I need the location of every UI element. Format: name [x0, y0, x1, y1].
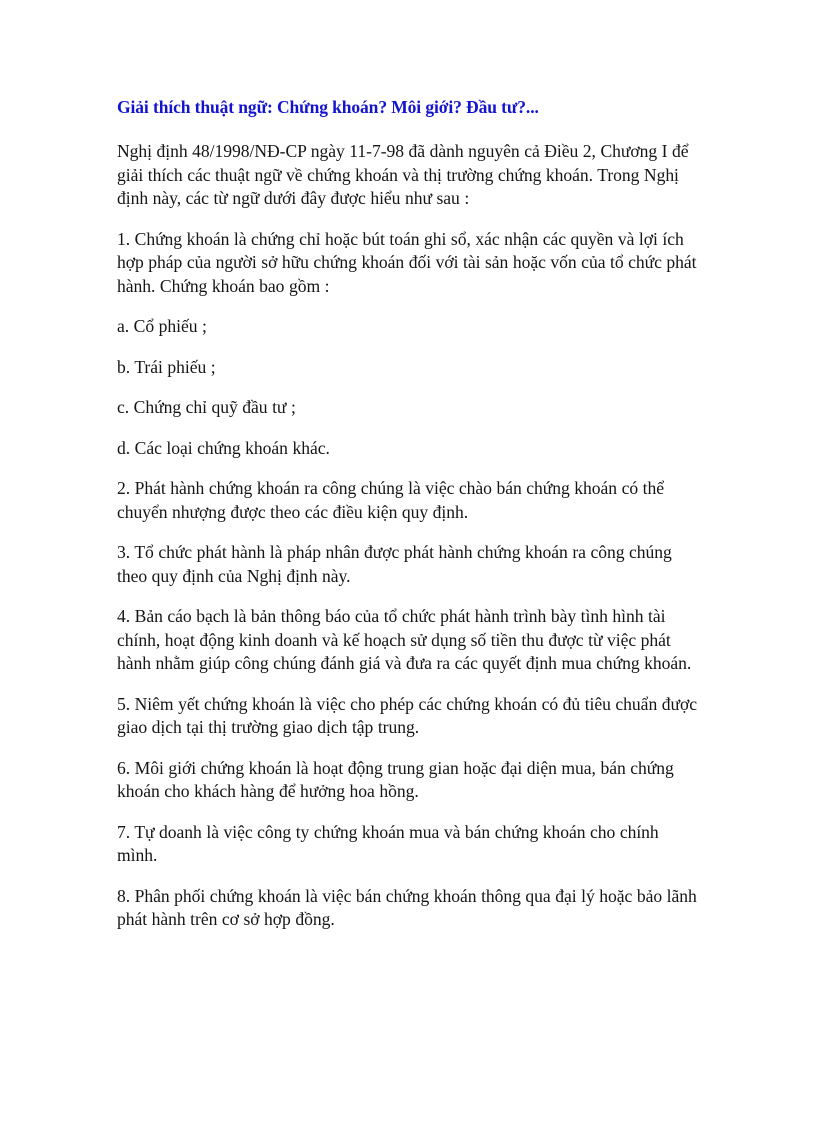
- paragraph-item-6: 6. Môi giới chứng khoán là hoạt động trung gian hoặc đại diện mua, bán chứng khoán cho khách hàng để hưởng hoa hồng.: [117, 757, 674, 801]
- definition-sublist-1: [117, 315, 702, 460]
- list-item-1a: a. Cổ phiếu ;: [117, 316, 207, 336]
- paragraph-item-5: 5. Niêm yết chứng khoán là việc cho phép các chứng khoán có đủ tiêu chuẩn được giao dịch tại thị trường giao dịch tập trung.: [117, 693, 697, 737]
- paragraph-item-8: 8. Phân phối chứng khoán là việc bán chứng khoán thông qua đại lý hoặc bảo lãnh phát hành trên cơ sở hợp đồng.: [117, 885, 697, 929]
- paragraph-intro: Nghị định 48/1998/NĐ-CP ngày 11-7-98 đã dành nguyên cả Điều 2, Chương I để giải thích các thuật ngữ về chứng khoán và thị trường chứng khoán. Trong Nghị định này, các từ ngữ dưới đây được hiểu như sau :: [117, 141, 689, 208]
- paragraph-item-7: 7. Tự doanh là việc công ty chứng khoán mua và bán chứng khoán cho chính mình.: [117, 821, 659, 865]
- list-item-1d: d. Các loại chứng khoán khác.: [117, 437, 330, 458]
- paragraph-item-3: 3. Tổ chức phát hành là pháp nhân được phát hành chứng khoán ra công chúng theo quy định của Nghị định này.: [117, 542, 672, 586]
- paragraph-item-1: 1. Chứng khoán là chứng chỉ hoặc bút toán ghi sổ, xác nhận các quyền và lợi ích hợp pháp của người sở hữu chứng khoán đối với tài sản hoặc vốn của tổ chức phát hành. Chứng khoán bao gồm :: [117, 228, 697, 296]
- paragraph-item-2: 2. Phát hành chứng khoán ra công chúng là việc chào bán chứng khoán có thể chuyển nhượng được theo các điều kiện quy định.: [117, 478, 664, 522]
- list-item-1c: c. Chứng chỉ quỹ đầu tư ;: [117, 397, 296, 417]
- document-body: [117, 96, 702, 932]
- list-item-1b: b. Trái phiếu ;: [117, 356, 216, 377]
- page-title: Giải thích thuật ngữ: Chứng khoán? Môi giới? Đầu tư?...: [117, 97, 539, 117]
- paragraph-item-4: 4. Bản cáo bạch là bản thông báo của tổ chức phát hành trình bày tình hình tài chính, hoạt động kinh doanh và kế hoạch sử dụng số tiền thu được từ việc phát hành nhằm giúp công chúng đánh giá và đưa ra các quyết định mua chứng khoán.: [117, 606, 692, 673]
